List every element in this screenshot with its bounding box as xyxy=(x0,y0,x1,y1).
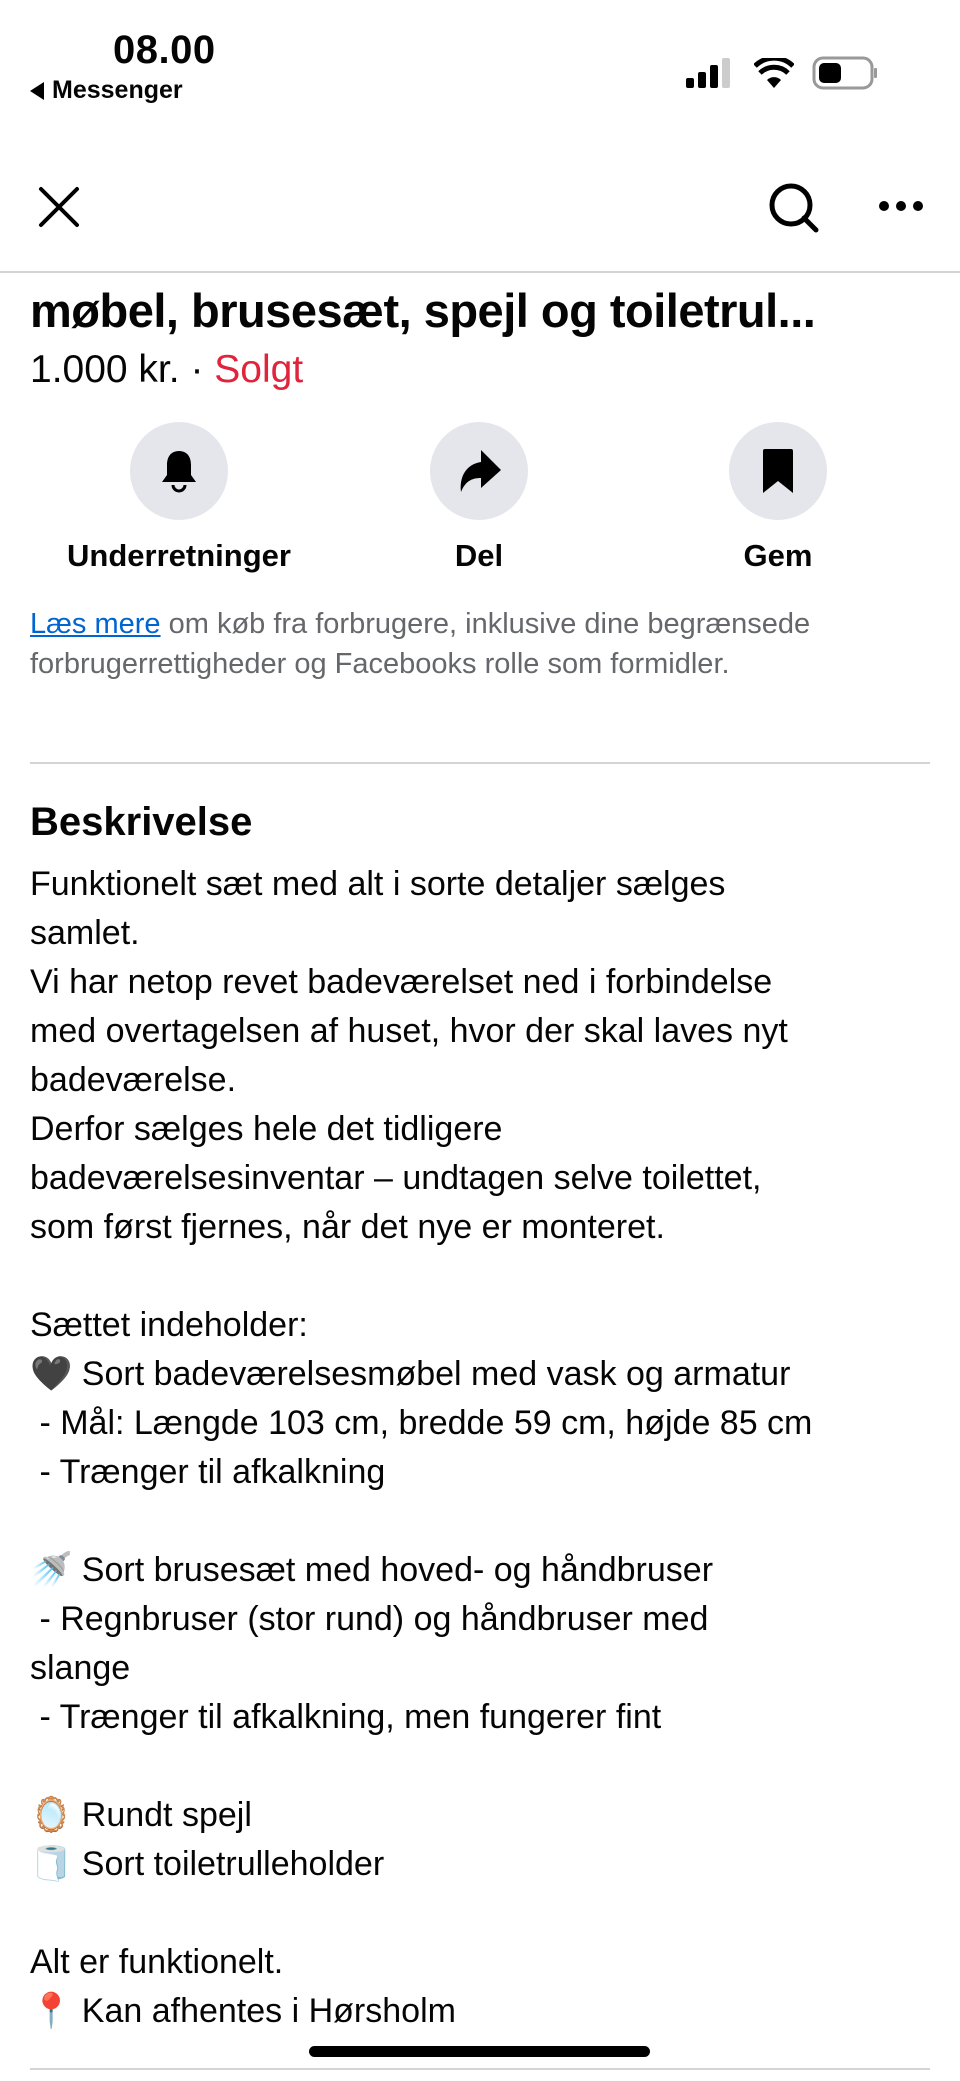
description-line: - Mål: Længde 103 cm, bredde 59 cm, højde 85 cm xyxy=(30,1404,813,1442)
description-line: Funktionelt sæt med alt i sorte detaljer sælges xyxy=(30,865,726,903)
bottom-divider xyxy=(30,2068,930,2070)
listing-price-row xyxy=(30,348,303,392)
listing-title: møbel, brusesæt, spejl og toiletrul... xyxy=(30,284,816,337)
price-separator: · xyxy=(179,348,215,391)
home-indicator[interactable] xyxy=(309,2046,650,2057)
back-app-label: Messenger xyxy=(52,76,183,104)
description-line: samlet. xyxy=(30,914,140,952)
listing-price: 1.000 kr. xyxy=(30,348,180,391)
bookmark-icon xyxy=(729,422,827,520)
consumer-disclaimer xyxy=(30,604,930,684)
share-label: Del xyxy=(454,538,504,573)
description-line: som først fjernes, når det nye er monteret. xyxy=(30,1208,665,1246)
description-line: - Trænger til afkalkning, men fungerer fint xyxy=(30,1698,662,1736)
notifications-label: Underretninger xyxy=(67,538,291,573)
description-line: 📍 Kan afhentes i Hørsholm xyxy=(30,1992,456,2030)
wifi-icon xyxy=(754,58,794,88)
description-line: 🪞 Rundt spejl xyxy=(30,1796,252,1834)
search-icon[interactable] xyxy=(766,180,822,236)
description-line: med overtagelsen af huset, hvor der skal laves nyt xyxy=(30,1012,788,1050)
save-label: Gem xyxy=(743,538,813,573)
status-icons xyxy=(686,56,878,90)
description-line: Derfor sælges hele det tidligere xyxy=(30,1110,503,1148)
share-icon xyxy=(430,422,528,520)
more-icon[interactable] xyxy=(878,198,924,214)
description-line: - Regnbruser (stor rund) og håndbruser med xyxy=(30,1600,709,1638)
description-line: badeværelse. xyxy=(30,1061,237,1099)
description-line: badeværelsesinventar – undtagen selve toilettet, xyxy=(30,1159,762,1197)
bell-icon xyxy=(130,422,228,520)
close-icon[interactable] xyxy=(38,186,80,228)
description-line: slange xyxy=(30,1649,131,1687)
back-triangle-icon xyxy=(30,82,44,100)
top-bar xyxy=(0,0,960,271)
notifications-button[interactable] xyxy=(29,422,329,574)
battery-icon xyxy=(812,56,878,90)
signal-icon xyxy=(686,58,736,88)
header-divider xyxy=(0,271,960,273)
section-divider xyxy=(30,762,930,764)
description-heading: Beskrivelse xyxy=(30,800,253,844)
save-button[interactable] xyxy=(628,422,928,574)
description-blank-line xyxy=(30,1252,950,1301)
description-line: 🚿 Sort brusesæt med hoved- og håndbruser xyxy=(30,1551,714,1589)
description-line: 🧻 Sort toiletrulleholder xyxy=(30,1845,385,1883)
disclaimer-text: om køb fra forbrugere, inklusive dine begrænsede forbrugerrettigheder og Facebooks rolle som formidler. xyxy=(30,608,811,680)
description-body xyxy=(30,860,950,2036)
status-badge: Solgt xyxy=(214,348,304,391)
description-line: 🖤 Sort badeværelsesmøbel med vask og armatur xyxy=(30,1355,791,1393)
description-line: Vi har netop revet badeværelset ned i forbindelse xyxy=(30,963,773,1001)
status-time: 08.00 xyxy=(113,28,216,72)
description-blank-line xyxy=(30,1497,950,1546)
description-line: Alt er funktionelt. xyxy=(30,1943,284,1981)
description-blank-line xyxy=(30,1742,950,1791)
back-to-messenger[interactable] xyxy=(30,76,183,105)
read-more-link[interactable]: Læs mere xyxy=(30,608,161,640)
description-line: - Trænger til afkalkning xyxy=(30,1453,386,1491)
share-button[interactable] xyxy=(329,422,629,574)
description-line: Sættet indeholder: xyxy=(30,1306,308,1344)
description-blank-line xyxy=(30,1889,950,1938)
